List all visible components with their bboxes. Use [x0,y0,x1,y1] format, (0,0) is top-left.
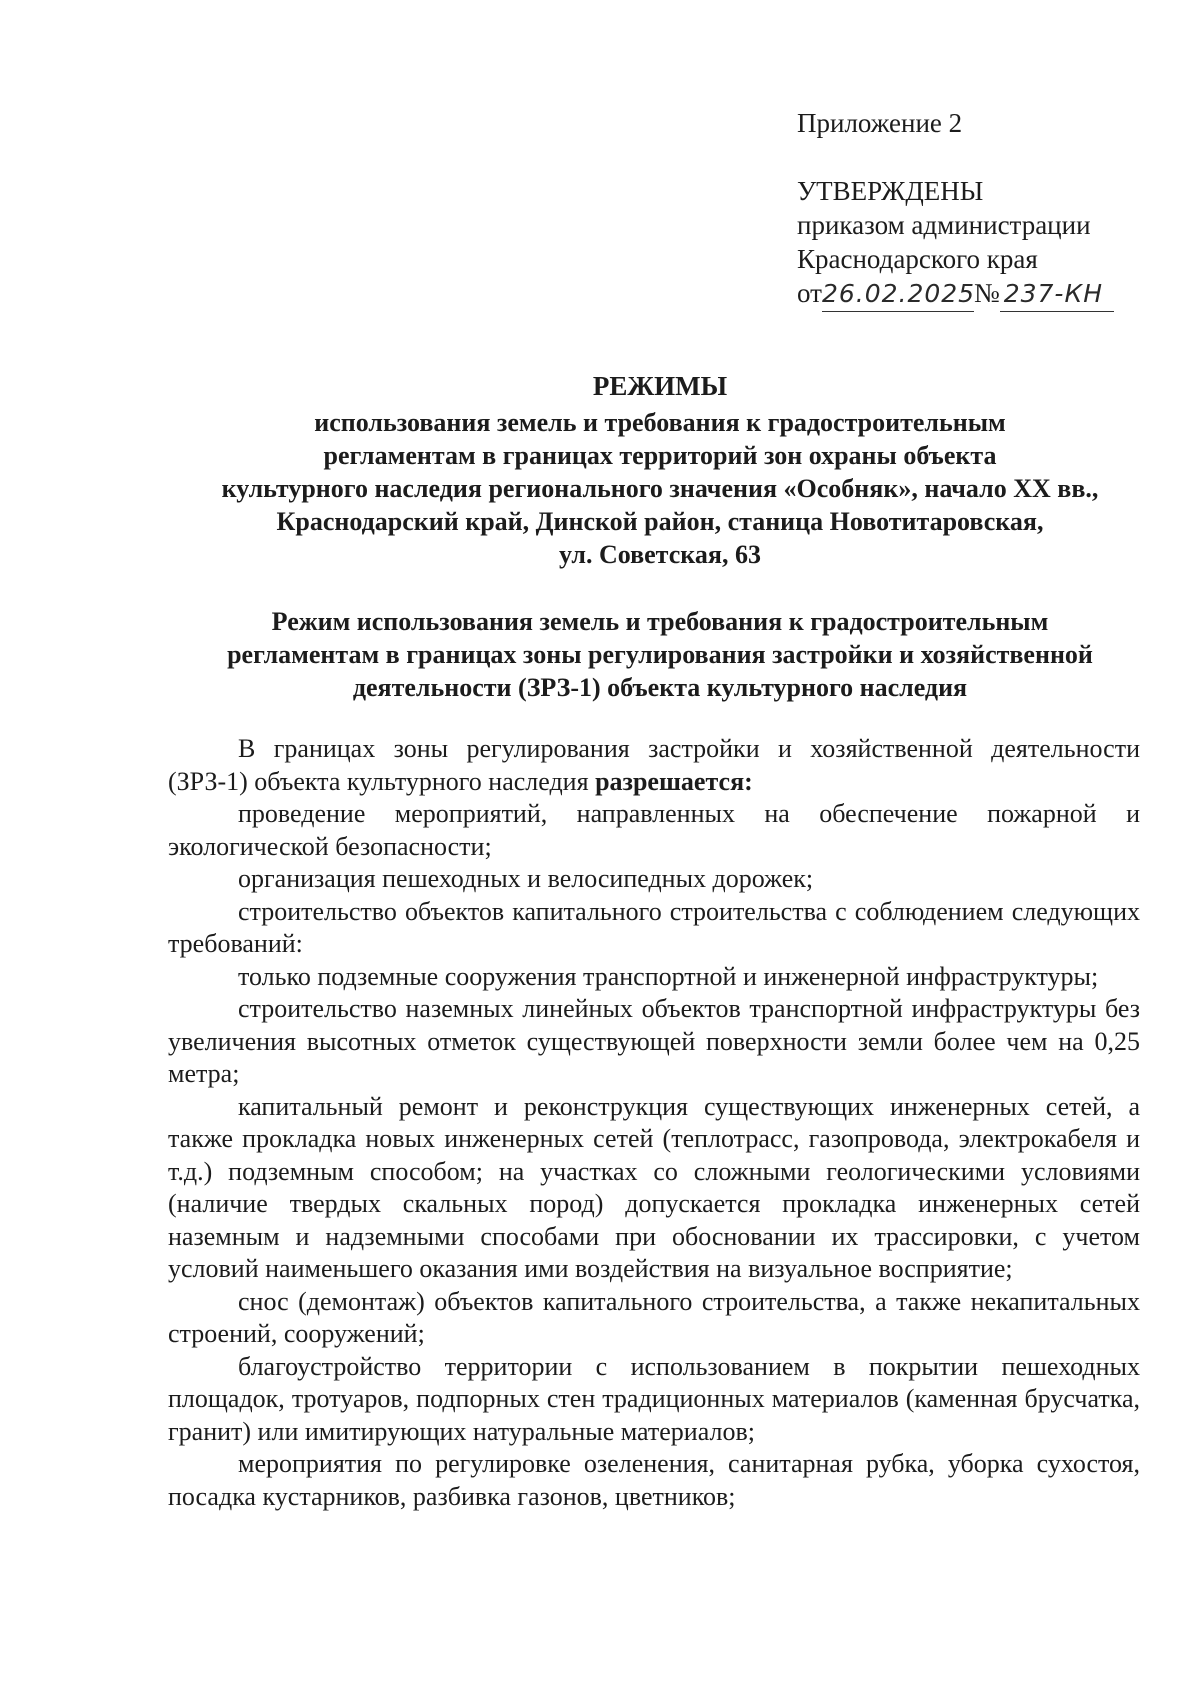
approval-block [797,106,1177,312]
section-heading-line: регламентам в границах зоны регулирования застройки и хозяйственной [227,640,1093,669]
region-label: Краснодарского края [797,244,1038,274]
document-body [168,733,1140,1513]
spacer [797,140,1177,174]
section-heading-line: Режим использования земель и требования к градостроительным [271,607,1049,636]
list-item: организация пешеходных и велосипедных дорожек; [238,864,814,893]
intro-bold: разрешается: [595,766,753,796]
title-line: использования земель и требования к градостроительным [314,408,1006,437]
approved-label: УТВЕРЖДЕНЫ [797,176,984,206]
list-item: только подземные сооружения транспортной и инженерной инфраструктуры; [238,961,1099,991]
section-heading-line: деятельности (ЗРЗ-1) объекта культурного наследия [352,673,968,702]
number-prefix: № [973,278,1000,308]
title-line: Краснодарский край, Динской район, станица Новотитаровская, [276,507,1044,536]
list-item: мероприятия по регулировке озеленения, санитарная рубка, уборка сухостоя, посадка кустарников, разбивка газонов, цветников; [168,1449,1140,1511]
section-heading [160,605,1160,704]
document-title [160,370,1160,571]
list-item: капитальный ремонт и реконструкция существующих инженерных сетей, а также прокладка новых инженерных сетей (теплотрасс, газопровода, электрокабеля и т.д.) подземным способом; на участках со сложными геологическими условиями (наличие твердых скальных пород) допускается прокладка инженерных сетей наземным и надземными способами при обосновании их трассировки, с учетом условий наименьшего оказания ими воздействия на визуальное восприятие; [168,1091,1140,1283]
list-item: строительство объектов капитального строительства с соблюдением следующих требований: [168,896,1140,958]
title-main: РЕЖИМЫ [592,371,728,401]
intro-paragraph [168,733,1140,798]
appendix-label: Приложение 2 [797,108,963,138]
title-line: культурного наследия регионального значения «Особняк», начало XX вв., [221,474,1099,503]
list-item: снос (демонтаж) объектов капитального строительства, а также некапитальных строений, сооружений; [168,1286,1140,1348]
title-line: ул. Советская, 63 [559,540,761,569]
date-prefix: от [797,278,822,308]
list-item: благоустройство территории с использованием в покрытии пешеходных площадок, тротуаров, подпорных стен традиционных материалов (каменная брусчатка, гранит) или имитирующих натуральные материалов; [168,1351,1140,1446]
handwritten-date: 26.02.2025 [822,277,974,312]
handwritten-number: 237-КН [1000,277,1114,312]
date-number-line [797,276,1177,312]
intro-text: В границах зоны регулирования застройки и хозяйственной деятельности (ЗРЗ-1) объекта культурного наследия [168,734,1140,796]
title-line: регламентам в границах территорий зон охраны объекта [323,441,997,470]
order-label: приказом администрации [797,210,1091,240]
list-item: строительство наземных линейных объектов транспортной инфраструктуры без увеличения высотных отметок существующей поверхности земли более чем на 0,25 метра; [168,994,1140,1088]
list-item: проведение мероприятий, направленных на обеспечение пожарной и экологической безопасности; [168,799,1140,861]
